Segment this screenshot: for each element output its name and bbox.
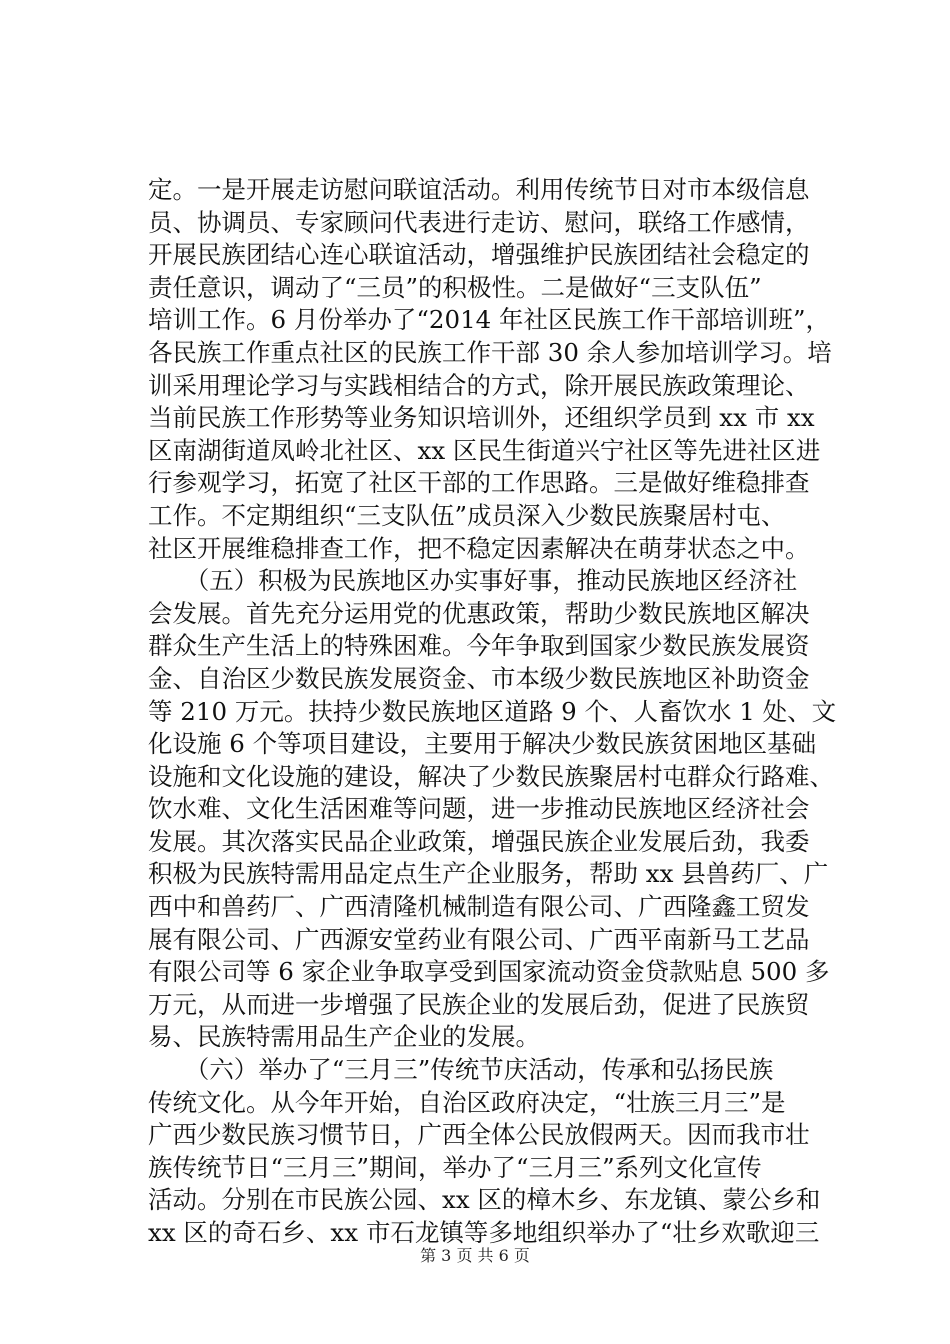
text-line: 责任意识，调动了“三员”的积极性。二是做好“三支队伍” bbox=[148, 272, 762, 302]
text-line: 行参观学习，拓宽了社区干部的工作思路。三是做好维稳排查 bbox=[148, 468, 810, 498]
text-line: 化设施 6 个等项目建设，主要用于解决少数民族贫困地区基础 bbox=[148, 729, 817, 759]
text-line: 员、协调员、专家顾问代表进行走访、慰问，联络工作感情， bbox=[148, 207, 810, 237]
text-line: 训采用理论学习与实践相结合的方式，除开展民族政策理论、 bbox=[148, 370, 810, 400]
text-line: 族传统节日“三月三”期间，举办了“三月三”系列文化宣传 bbox=[148, 1152, 762, 1182]
text-line: 定。一是开展走访慰问联谊活动。利用传统节日对市本级信息 bbox=[148, 175, 810, 204]
text-line: （六）举办了“三月三”传统节庆活动，传承和弘扬民族 bbox=[148, 1055, 774, 1085]
text-line: 饮水难、文化生活困难等问题，进一步推动民族地区经济社会 bbox=[148, 794, 810, 824]
text-line: 广西少数民族习惯节日，广西全体公民放假两天。因而我市壮 bbox=[148, 1120, 810, 1150]
text-line: 活动。分别在市民族公园、xx 区的樟木乡、东龙镇、蒙公乡和 bbox=[148, 1185, 821, 1215]
text-line: 工作。不定期组织“三支队伍”成员深入少数民族聚居村屯、 bbox=[148, 500, 786, 530]
text-line: 展有限公司、广西源安堂药业有限公司、广西平南新马工艺品 bbox=[148, 924, 810, 954]
text-line: （五）积极为民族地区办实事好事，推动民族地区经济社 bbox=[148, 566, 798, 596]
text-line: 金、自治区少数民族发展资金、市本级少数民族地区补助资金 bbox=[148, 663, 810, 693]
text-line: 会发展。首先充分运用党的优惠政策，帮助少数民族地区解决 bbox=[148, 598, 810, 628]
text-line: 培训工作。6 月份举办了“2014 年社区民族工作干部培训班”， bbox=[148, 305, 831, 335]
text-line: 西中和兽药厂、广西清隆机械制造有限公司、广西隆鑫工贸发 bbox=[148, 892, 810, 922]
text-line: 社区开展维稳排查工作，把不稳定因素解决在萌芽状态之中。 bbox=[148, 533, 810, 563]
text-line: 积极为民族特需用品定点生产企业服务，帮助 xx 县兽药厂、广 bbox=[148, 859, 829, 889]
text-line: 发展。其次落实民品企业政策，增强民族企业发展后劲，我委 bbox=[148, 826, 810, 856]
text-line: 等 210 万元。扶持少数民族地区道路 9 个、人畜饮水 1 处、文 bbox=[148, 696, 837, 726]
text-line: 易、民族特需用品生产企业的发展。 bbox=[148, 1022, 540, 1052]
body-text bbox=[148, 174, 838, 1250]
text-line: 群众生产生活上的特殊困难。今年争取到国家少数民族发展资 bbox=[148, 631, 810, 661]
text-line: 区南湖街道凤岭北社区、xx 区民生街道兴宁社区等先进社区进 bbox=[148, 435, 821, 465]
text-line: 当前民族工作形势等业务知识培训外，还组织学员到 xx 市 xx bbox=[148, 403, 815, 433]
text-line: xx 区的奇石乡、xx 市石龙镇等多地组织举办了“壮乡欢歌迎三 bbox=[148, 1218, 820, 1247]
text-line: 传统文化。从今年开始，自治区政府决定，“壮族三月三”是 bbox=[148, 1087, 786, 1117]
text-line: 有限公司等 6 家企业争取享受到国家流动资金贷款贴息 500 多 bbox=[148, 957, 830, 987]
page-footer: 第 3 页 共 6 页 bbox=[420, 1246, 530, 1265]
text-line: 万元，从而进一步增强了民族企业的发展后劲，促进了民族贸 bbox=[148, 989, 810, 1019]
text-line: 设施和文化设施的建设，解决了少数民族聚居村屯群众行路难、 bbox=[148, 761, 834, 791]
text-line: 各民族工作重点社区的民族工作干部 30 余人参加培训学习。培 bbox=[148, 337, 832, 367]
text-line: 开展民族团结心连心联谊活动，增强维护民族团结社会稳定的 bbox=[148, 240, 810, 270]
